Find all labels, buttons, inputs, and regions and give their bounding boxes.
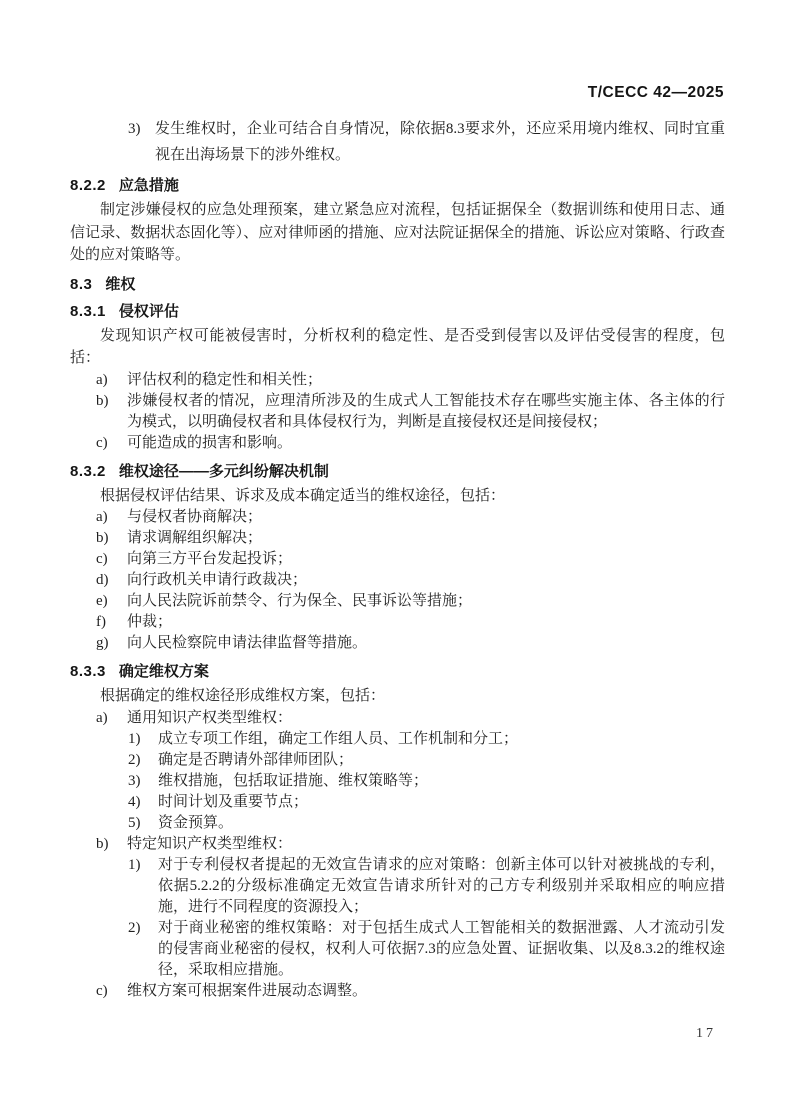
list-marker: c) [96, 434, 108, 451]
list-item [70, 792, 725, 813]
list-item [70, 570, 725, 591]
list-item [70, 528, 725, 549]
section-title: 维权途径——多元纠纷解决机制 [118, 462, 329, 480]
list-marker: 2) [128, 751, 141, 768]
paragraph: 制定涉嫌侵权的应急处理预案，建立紧急应对流程，包括证据保全（数据训练和使用日志、通信记录、数据状态固化等）、应对律师函的措施、应对法院证据保全的措施、诉讼应对策略、行政查处的应对策略等。 [70, 202, 725, 263]
list-text: 特定知识产权类型维权： [127, 835, 293, 852]
list-marker: c) [96, 551, 108, 567]
list-item [70, 433, 725, 454]
list-text: 确定是否聘请外部律师团队； [158, 751, 354, 768]
section-heading-8-2-2 [70, 176, 725, 195]
list-marker: c) [96, 982, 108, 999]
list-item [70, 708, 725, 729]
list-marker: f) [96, 614, 106, 630]
paragraph: 根据侵权评估结果、诉求及成本确定适当的维权途径，包括： [100, 487, 506, 504]
list-text: 通用知识产权类型维权： [127, 709, 293, 726]
paragraph: 发现知识产权可能被侵害时，分析权利的稳定性、是否受到侵害以及评估受侵害的程度，包括： [70, 327, 725, 366]
section-heading-8-3-2 [70, 462, 725, 481]
list-item [70, 391, 725, 433]
list-marker: 1) [128, 856, 141, 873]
list-item [70, 370, 725, 391]
paragraph: 根据确定的维权途径形成维权方案，包括： [100, 688, 386, 704]
list-text: 涉嫌侵权者的情况，应理清所涉及的生成式人工智能技术存在哪些实施主体、各主体的行为模式，以明确侵权者和具体侵权行为，判断是直接侵权还是间接侵权； [127, 392, 725, 430]
list-text: 时间计划及重要节点； [158, 793, 309, 810]
section-number: 8.3.1 [70, 302, 106, 320]
list-marker: a) [96, 371, 108, 388]
section-number: 8.3 [70, 275, 93, 293]
list-marker: a) [96, 709, 108, 726]
list-item [70, 834, 725, 855]
page-content [70, 116, 725, 1002]
list-item [70, 116, 725, 168]
list-marker: 4) [128, 793, 141, 810]
list-text: 请求调解组织解决； [127, 530, 263, 546]
list-text: 成立专项工作组，确定工作组人员、工作机制和分工； [158, 730, 519, 747]
list-item [70, 750, 725, 771]
list-text: 向第三方平台发起投诉； [127, 551, 293, 567]
list-item [70, 771, 725, 792]
list-text: 与侵权者协商解决； [127, 509, 263, 525]
page-number: 17 [696, 1026, 716, 1041]
section-heading-8-3-1 [70, 302, 725, 321]
list-marker: 5) [128, 814, 141, 831]
list-marker: 3) [128, 772, 141, 789]
section-number: 8.2.2 [70, 177, 106, 194]
list-item [70, 633, 725, 654]
list-text: 资金预算。 [158, 814, 234, 831]
section-heading-8-3 [70, 275, 725, 294]
section-title: 侵权评估 [118, 302, 179, 320]
section-heading-8-3-3 [70, 662, 725, 681]
list-item [70, 813, 725, 834]
list-text: 仲裁； [127, 614, 173, 630]
section-title: 维权 [105, 275, 136, 293]
list-item [70, 855, 725, 918]
list-item [70, 729, 725, 750]
list-marker: g) [96, 635, 109, 651]
list-marker: 3) [128, 121, 141, 137]
list-text: 维权方案可根据案件进展动态调整。 [127, 982, 368, 999]
list-marker: e) [96, 593, 108, 609]
list-text: 对于专利侵权者提起的无效宣告请求的应对策略：创新主体可以针对被挑战的专利，依据5.2.2的分级标准确定无效宣告请求所针对的己方专利级别并采取相应的响应措施，进行不同程度的资源投入； [158, 856, 725, 915]
list-text: 可能造成的损害和影响。 [127, 434, 293, 451]
section-title: 应急措施 [118, 177, 179, 194]
doc-code: T/CECC 42—2025 [587, 84, 724, 101]
list-text: 发生维权时，企业可结合自身情况，除依据8.3要求外，还应采用境内维权、同时宜重视在出海场景下的涉外维权。 [155, 121, 725, 163]
list-marker: b) [96, 530, 109, 546]
section-number: 8.3.2 [70, 462, 106, 480]
list-text: 维权措施，包括取证措施、维权策略等； [158, 772, 429, 789]
section-number: 8.3.3 [70, 663, 106, 680]
list-text: 向行政机关申请行政裁决； [127, 572, 308, 588]
list-item [70, 549, 725, 570]
list-marker: a) [96, 509, 108, 525]
list-marker: d) [96, 572, 109, 588]
list-text: 对于商业秘密的维权策略：对于包括生成式人工智能相关的数据泄露、人才流动引发的侵害商业秘密的侵权，权利人可依据7.3的应急处置、证据收集、以及8.3.2的维权途径，采取相应措施。 [158, 919, 725, 978]
list-marker: 1) [128, 730, 141, 747]
list-item [70, 981, 725, 1002]
list-item [70, 612, 725, 633]
list-item [70, 591, 725, 612]
list-marker: 2) [128, 919, 141, 936]
list-marker: b) [96, 392, 109, 409]
section-title: 确定维权方案 [118, 663, 209, 680]
list-text: 评估权利的稳定性和相关性； [127, 371, 323, 388]
list-text: 向人民法院诉前禁令、行为保全、民事诉讼等措施； [127, 593, 473, 609]
list-marker: b) [96, 835, 109, 852]
list-text: 向人民检察院申请法律监督等措施。 [127, 635, 368, 651]
list-item [70, 918, 725, 981]
list-item [70, 507, 725, 528]
